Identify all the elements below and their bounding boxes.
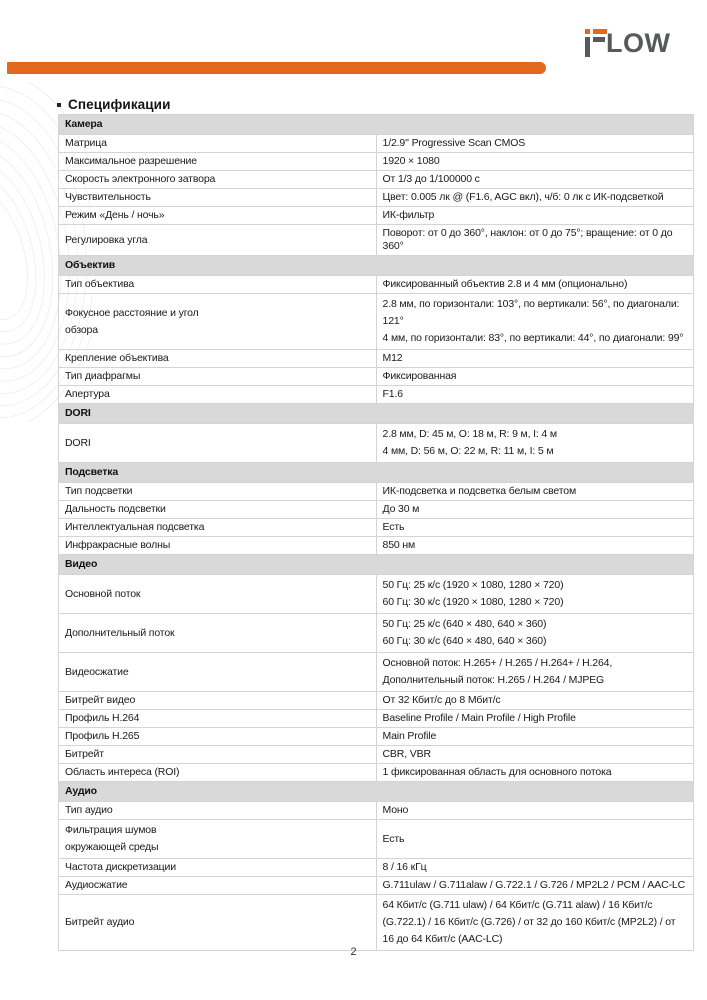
table-row bbox=[59, 653, 694, 692]
table-row bbox=[59, 501, 694, 519]
table-row bbox=[59, 350, 694, 368]
spec-value: Есть bbox=[382, 832, 405, 845]
section-header-label: Видео bbox=[59, 555, 694, 575]
spec-value: 50 Гц: 25 к/с (1920 × 1080, 1280 × 720) bbox=[382, 579, 564, 591]
spec-value: От 32 Кбит/с до 8 Мбит/с bbox=[382, 694, 501, 706]
section-header-label: DORI bbox=[59, 404, 694, 424]
table-row bbox=[59, 728, 694, 746]
spec-label: Матрица bbox=[65, 137, 107, 149]
section-header-label: Подсветка bbox=[59, 463, 694, 483]
logo-midbar-icon bbox=[593, 37, 605, 42]
section-header-audio bbox=[59, 782, 694, 802]
spec-label: Чувствительность bbox=[65, 191, 151, 203]
spec-value: 50 Гц: 25 к/с (640 × 480, 640 × 360) bbox=[382, 618, 547, 630]
spec-value: Фиксированный объектив 2.8 и 4 мм (опционально) bbox=[382, 278, 628, 290]
table-row bbox=[59, 859, 694, 877]
spec-label: Тип объектива bbox=[65, 278, 135, 290]
spec-value: CBR, VBR bbox=[382, 748, 431, 760]
spec-value: 4 мм, по горизонтали: 83°, по вертикали: 44°, по диагонали: 99° bbox=[382, 332, 684, 344]
spec-label: Скорость электронного затвора bbox=[65, 173, 216, 185]
spec-label: Тип подсветки bbox=[65, 485, 133, 497]
table-row bbox=[59, 895, 694, 951]
spec-value: Дополнительный поток: H.265 / H.264 / MJPEG bbox=[382, 674, 605, 686]
spec-value: 2.8 мм, D: 45 м, O: 18 м, R: 9 м, I: 4 м bbox=[382, 428, 557, 440]
section-header-lens bbox=[59, 256, 694, 276]
table-row bbox=[59, 386, 694, 404]
table-row bbox=[59, 171, 694, 189]
spec-value: До 30 м bbox=[382, 503, 420, 515]
section-header-camera bbox=[59, 115, 694, 135]
spec-value: Main Profile bbox=[382, 730, 437, 742]
spec-table bbox=[58, 114, 694, 951]
bullet-icon bbox=[57, 103, 61, 107]
section-header-label: Аудио bbox=[59, 782, 694, 802]
spec-label: Инфракрасные волны bbox=[65, 539, 171, 551]
table-row bbox=[59, 764, 694, 782]
iflow-logo bbox=[585, 29, 682, 58]
table-row bbox=[59, 424, 694, 463]
section-header-label: Объектив bbox=[59, 256, 694, 276]
spec-value: ИК-фильтр bbox=[382, 209, 435, 221]
spec-label: Битрейт bbox=[65, 748, 104, 760]
table-row bbox=[59, 877, 694, 895]
logo-dot-icon bbox=[585, 29, 590, 34]
section-header-dori bbox=[59, 404, 694, 424]
spec-value: От 1/3 до 1/100000 с bbox=[382, 173, 480, 185]
spec-value: Есть bbox=[382, 521, 405, 533]
section-header-video bbox=[59, 555, 694, 575]
spec-label: Дальность подсветки bbox=[65, 503, 166, 515]
spec-value: G.711ulaw / G.711alaw / G.722.1 / G.726 / MP2L2 / PCM / AAC-LC bbox=[382, 879, 686, 891]
spec-value: 1 фиксированная область для основного потока bbox=[382, 766, 612, 778]
spec-label: Видеосжатие bbox=[65, 665, 129, 678]
spec-value: 8 / 16 кГц bbox=[382, 861, 427, 873]
table-row bbox=[59, 189, 694, 207]
spec-value: Моно bbox=[382, 804, 409, 816]
table-row bbox=[59, 692, 694, 710]
spec-value: 60 Гц: 30 к/с (1920 × 1080, 1280 × 720) bbox=[382, 596, 564, 608]
spec-label: Регулировка угла bbox=[65, 233, 148, 246]
spec-value: 64 Кбит/с (G.711 ulaw) / 64 Кбит/с (G.711 alaw) / 16 Кбит/с (G.722.1) / 16 Кбит/с (G.726) / от 32 до 160 Кбит/с (MP2L2) / от 16 до 64 Кбит/с (AAC-LC) bbox=[382, 899, 676, 945]
table-row bbox=[59, 575, 694, 614]
spec-value: 1/2.9'' Progressive Scan CMOS bbox=[382, 137, 526, 149]
logo-text: LOW bbox=[606, 28, 671, 58]
table-row bbox=[59, 276, 694, 294]
accent-bar bbox=[7, 62, 546, 74]
table-row bbox=[59, 135, 694, 153]
spec-label: Битрейт аудио bbox=[65, 916, 135, 928]
spec-value: 60 Гц: 30 к/с (640 × 480, 640 × 360) bbox=[382, 635, 547, 647]
page-title-row bbox=[57, 97, 170, 112]
table-row bbox=[59, 207, 694, 225]
spec-label: Фильтрация шумов bbox=[65, 824, 157, 836]
spec-label: обзора bbox=[65, 323, 98, 336]
spec-label: Фокусное расстояние и угол bbox=[65, 306, 199, 319]
table-row bbox=[59, 368, 694, 386]
table-row bbox=[59, 153, 694, 171]
spec-label: Профиль H.265 bbox=[65, 730, 140, 742]
table-row bbox=[59, 294, 694, 350]
spec-label: Тип диафрагмы bbox=[65, 370, 141, 382]
spec-value: Baseline Profile / Main Profile / High Profile bbox=[382, 712, 576, 724]
spec-label: Тип аудио bbox=[65, 804, 113, 816]
table-row bbox=[59, 802, 694, 820]
page-number: 2 bbox=[350, 946, 357, 958]
spec-value: Основной поток: H.265+ / H.265 / H.264+ / H.264, bbox=[382, 657, 613, 669]
spec-label: Частота дискретизации bbox=[65, 861, 176, 873]
logo-topbar-icon bbox=[593, 29, 607, 34]
spec-value: 850 нм bbox=[382, 539, 416, 551]
spec-value: 4 мм, D: 56 м, O: 22 м, R: 11 м, I: 5 м bbox=[382, 445, 554, 457]
spec-label: DORI bbox=[65, 436, 91, 449]
table-row bbox=[59, 483, 694, 501]
spec-value: 2.8 мм, по горизонтали: 103°, по вертикали: 56°, по диагонали: 121° bbox=[382, 298, 680, 327]
spec-label: Режим «День / ночь» bbox=[65, 209, 165, 221]
spec-value: Поворот: от 0 до 360°, наклон: от 0 до 75°; вращение: от 0 до 360° bbox=[382, 227, 673, 252]
spec-label: окружающей среды bbox=[65, 841, 159, 853]
table-row bbox=[59, 746, 694, 764]
page-title: Спецификации bbox=[68, 97, 171, 112]
table-row bbox=[59, 710, 694, 728]
spec-label: Битрейт видео bbox=[65, 694, 136, 706]
spec-label: Профиль H.264 bbox=[65, 712, 140, 724]
spec-label: Аудиосжатие bbox=[65, 879, 128, 891]
spec-value: F1.6 bbox=[382, 388, 403, 400]
spec-label: Максимальное разрешение bbox=[65, 155, 197, 167]
spec-label: Апертура bbox=[65, 388, 110, 400]
table-row bbox=[59, 225, 694, 256]
spec-label: Крепление объектива bbox=[65, 352, 169, 364]
spec-value: Фиксированная bbox=[382, 370, 457, 382]
spec-label: Дополнительный поток bbox=[65, 626, 175, 639]
table-row bbox=[59, 537, 694, 555]
spec-value: ИК-подсветка и подсветка белым светом bbox=[382, 485, 577, 497]
table-row bbox=[59, 614, 694, 653]
table-row bbox=[59, 519, 694, 537]
section-header-illumination bbox=[59, 463, 694, 483]
spec-label: Основной поток bbox=[65, 587, 141, 600]
spec-value: M12 bbox=[382, 352, 403, 364]
spec-value: Цвет: 0.005 лк @ (F1.6, AGC вкл), ч/б: 0 лк с ИК-подсветкой bbox=[382, 191, 664, 203]
logo-stem-icon bbox=[585, 37, 590, 57]
spec-label: Область интереса (ROI) bbox=[65, 766, 180, 778]
spec-label: Интеллектуальная подсветка bbox=[65, 521, 205, 533]
section-header-label: Камера bbox=[59, 115, 694, 135]
table-row bbox=[59, 820, 694, 859]
spec-value: 1920 × 1080 bbox=[382, 155, 440, 167]
